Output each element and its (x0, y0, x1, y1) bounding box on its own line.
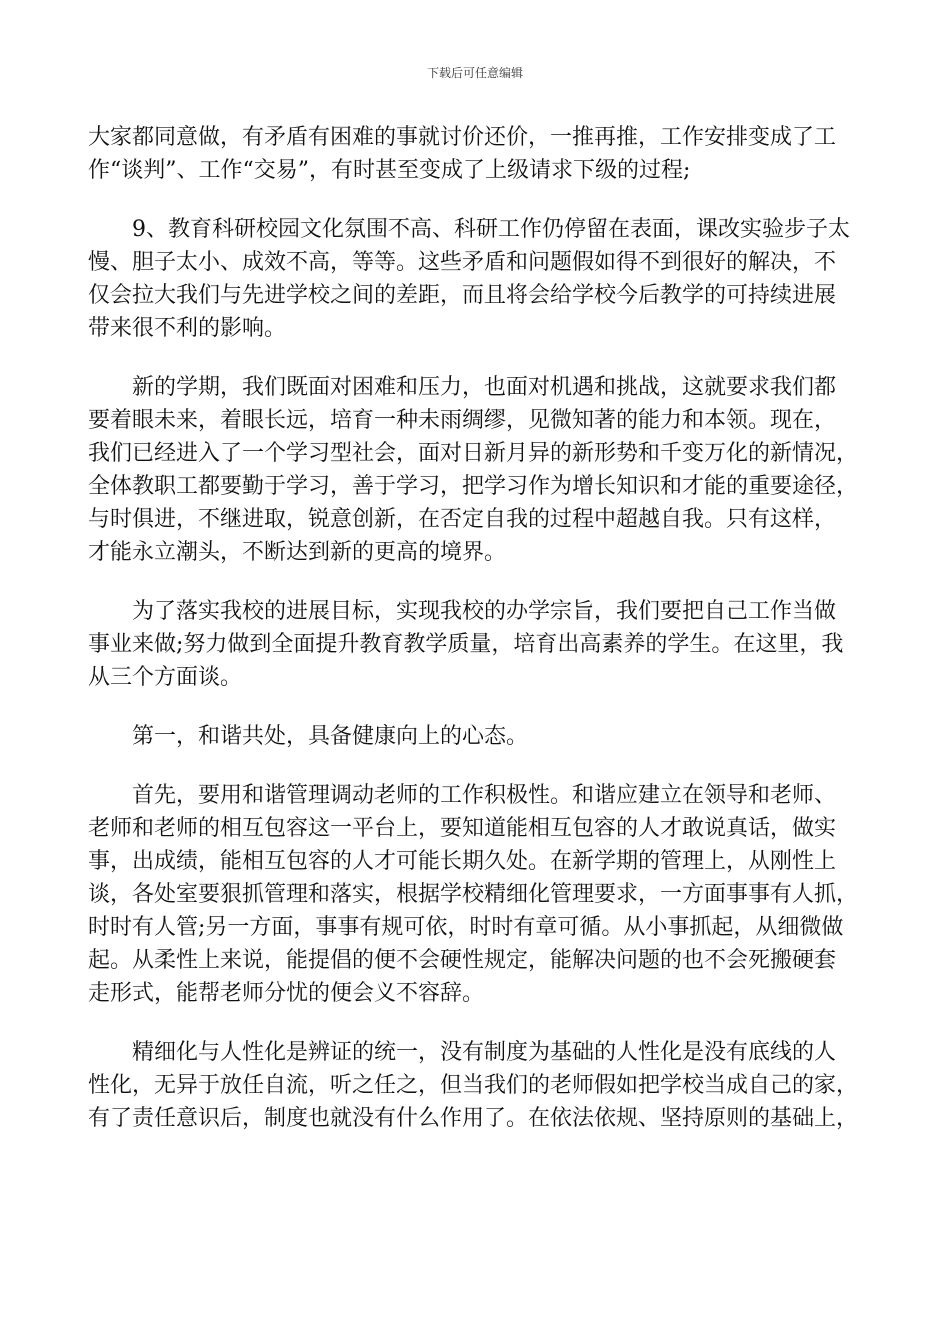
paragraph-harmony-management: 首先，要用和谐管理调动老师的工作积极性。和谐应建立在领导和老师、 老师和老师的相互包容这一平台上，要知道能相互包容的人才敢说真话，做实 事，出成绩，能相互包容的人才可能长期久处。在新学期的管理上，从刚性上 谈，各处室要狠抓管理和落实，根据学校精细化管理要求，一方面事事有人抓， 时时有人管;另一方面，事事有规可依，时时有章可循。从小事抓起，从细微做 起。从柔性上来说，能提倡的便不会硬性规定，能解决问题的也不会死搬硬套 走形式，能帮老师分忧的便会义不容辞。 (88, 783, 859, 1006)
paragraph-goals: 为了落实我校的进展目标，实现我校的办学宗旨，我们要把自己工作当做 事业来做;努力做到全面提升教育教学质量，培育出高素养的学生。在这里，我 从三个方面谈。 (88, 599, 844, 690)
paragraph-new-semester: 新的学期，我们既面对困难和压力，也面对机遇和挑战，这就要求我们都 要着眼未来，着眼长远，培育一种未雨绸缪，见微知著的能力和本领。现在， 我们已经进入了一个学习型社会，面对日新月异的新形势和千变万化的新情况， 全体教职工都要勤于学习，善于学习，把学习作为增长知识和才能的重要途径， 与时俱进，不继进取，锐意创新，在否定自我的过程中超越自我。只有这样， 才能永立潮头，不断达到新的更高的境界。 (88, 375, 859, 565)
section-heading-first: 第一，和谐共处，具备健康向上的心态。 (132, 724, 529, 749)
document-body (88, 121, 868, 1161)
paragraph-item-9: 9、教育科研校园文化氛围不高、科研工作仍停留在表面，课改实验步子太 慢、胆子太小、成效不高，等等。这些矛盾和问题假如得不到很好的解决，不 仅会拉大我们与先进学校之间的差距，而且将会给学校今后教学的可持续进展 带来很不利的影响。 (88, 217, 850, 341)
paragraph-continued: 大家都同意做，有矛盾有困难的事就讨价还价，一推再推，工作安排变成了工 作“谈判”、工作“交易”，有时甚至变成了上级请求下级的过程; (88, 125, 837, 183)
paragraph-refinement-humanization: 精细化与人性化是辨证的统一，没有制度为基础的人性化是没有底线的人 性化，无异于放任自流，听之任之，但当我们的老师假如把学校当成自己的家， 有了责任意识后，制度也就没有什么作用了。在依法依规、坚持原则的基础上， (88, 1040, 859, 1131)
page-header: 下载后可任意编辑 (426, 66, 523, 80)
